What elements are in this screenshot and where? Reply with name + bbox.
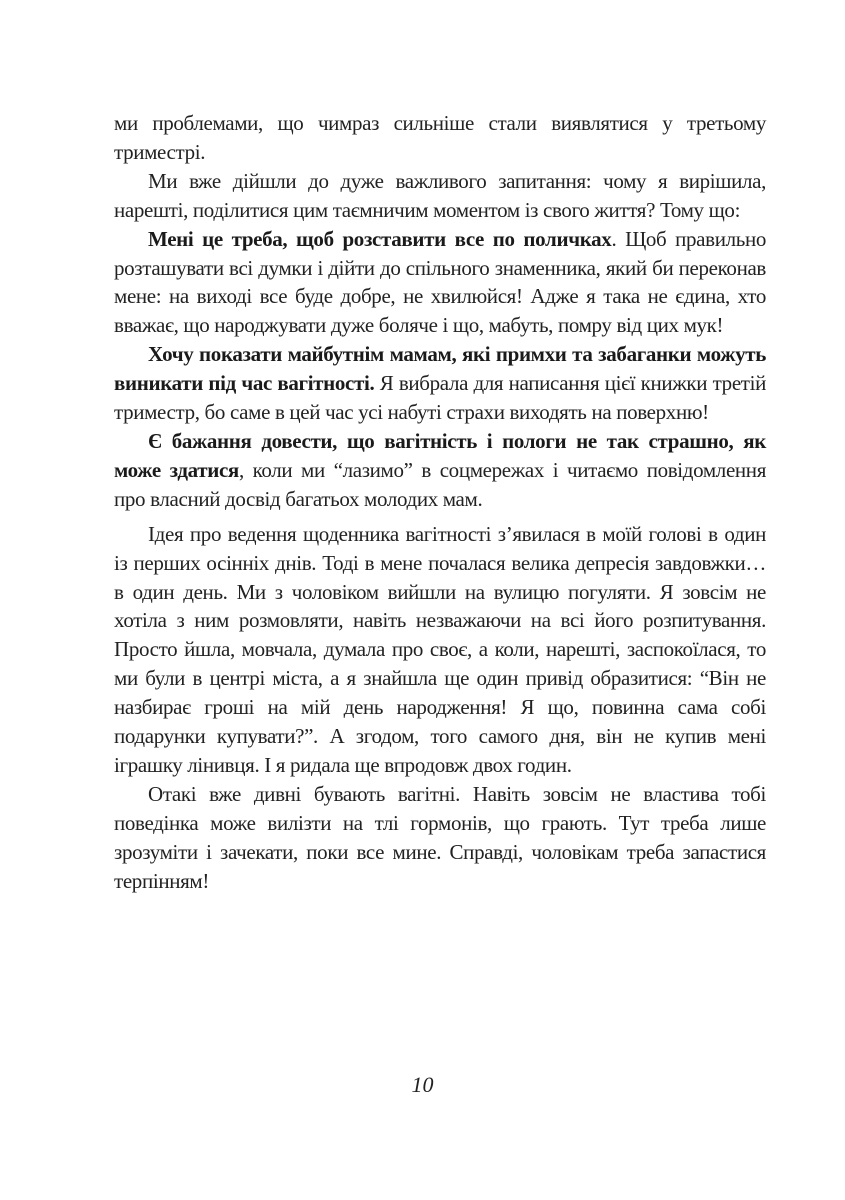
paragraph-1	[114, 109, 766, 167]
paragraph-5	[114, 427, 766, 514]
bold-run: Мені це треба, щоб розставити все по поличках	[148, 226, 612, 251]
page-number: 10	[411, 1072, 434, 1097]
bold-run: Хочу показати майбутнім мамам, які примхи та забаганки можуть виникати під час вагітності.	[114, 342, 766, 396]
paragraph-3	[114, 225, 766, 341]
paragraph-6	[114, 520, 766, 780]
bold-run: Є бажання довести, що вагітність і пологи не так страшно, як може здатися	[114, 428, 766, 482]
text-run: Я вибрала для написання цієї книжки третій триместр, бо саме в цей час усі набуті страхи виходять на поверхню!	[114, 371, 766, 425]
paragraph-2	[114, 167, 766, 225]
text-run: . Щоб правильно розташувати всі думки і дійти до спільного знаменника, який би переконав мене: на виході все буде добре, не хвилюйся! Адже я така не єдина, хто вважає, що народжувати дуже боляче і що, мабуть, помру від цих мук!	[114, 226, 766, 338]
text-run: Отакі вже дивні бувають вагітні. Навіть зовсім не властива тобі поведінка може вилізти на тлі гормонів, що грають. Тут треба лише зрозуміти і зачекати, поки все мине. Справді, чоловікам треба запастися терпінням!	[114, 781, 766, 893]
paragraph-7	[114, 780, 766, 896]
text-run: Ми вже дійшли до дуже важливого запитання: чому я вирішила, нарешті, поділитися цим таємничим моментом із свого життя? Тому що:	[114, 168, 766, 222]
text-run: ми проблемами, що чимраз сильніше стали виявлятися у третьому триместрі.	[114, 111, 766, 164]
text-run: , коли ми “лазимо” в соцмережах і читаємо повідомлення про власний досвід багатьох молодих мам.	[114, 457, 766, 511]
paragraph-4	[114, 340, 766, 427]
text-run: Ідея про ведення щоденника вагітності з’явилася в моїй голові в один із перших осінніх днів. Тоді в мене почалася велика депресія завдовжки… в один день. Ми з чоловіком вийшли на вулицю погуляти. Я зовсім не хотіла з ним розмовляти, навіть незважаючи на всі його розпитування. Просто йшла, мовчала, думала про своє, а коли, нарешті, заспокоїлася, то ми були в центрі міста, а я знайшла ще один привід образитися: “Він не назбирає гроші на мій день народження! Я що, повинна сама собі подарунки купувати?”. А згодом, того самого дня, він не купив мені іграшку лінивця. І я ридала ще впродовж двох годин.	[114, 521, 766, 777]
page-body	[114, 109, 766, 895]
